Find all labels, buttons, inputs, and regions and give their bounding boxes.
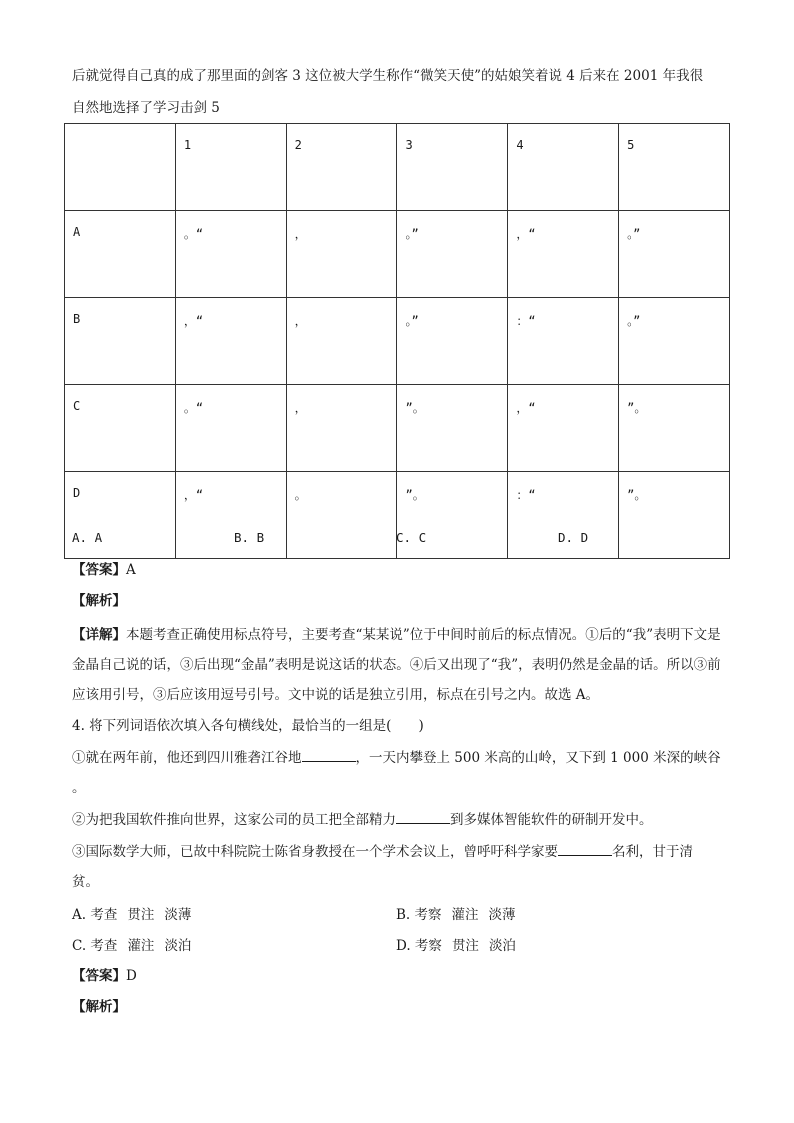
table-cell: ”。 — [619, 472, 730, 559]
q3-analysis-label: 【解析】 — [72, 593, 126, 609]
table-row — [65, 298, 730, 385]
q3-option-c: C. C — [396, 530, 427, 545]
option-word: 灌注 — [451, 907, 479, 923]
sentence-text: 名利，甘于清 — [612, 844, 693, 860]
fill-blank — [558, 841, 612, 856]
sentence-text: ，一天内攀登上 500 米高的山岭，又下到 1 000 米深的峡谷 — [355, 750, 721, 766]
table-cell: 。” — [619, 211, 730, 298]
q4-stem: 4. 将下列词语依次填入各句横线处，最恰当的一组是( ) — [72, 718, 424, 734]
q3-answer — [72, 560, 136, 580]
table-cell: 5 — [619, 124, 730, 211]
sentence-text: ③国际数学大师，已故中科院院士陈省身教授在一个学术会议上，曾呼吁科学家要 — [72, 844, 558, 860]
q4-analysis-label: 【解析】 — [72, 999, 126, 1015]
option-word: A. 考查 — [72, 907, 118, 923]
option-word: B. 考察 — [396, 907, 442, 923]
q4-sentence-2 — [72, 809, 653, 830]
detail-text: 本题考查正确使用标点符号，主要考查“某某说”位于中间时前后的标点情况。①后的“我”表明下文是金晶自己说的话，③后出现“金晶”表明是说这话的状态。④后又出现了“我”，表明仍然是金晶的话。所以③前应该用引号，③后应该用逗号引号。文中说的话是独立引用，标点在引号之内。故选 A。 — [72, 627, 721, 703]
table-cell: 3 — [397, 124, 508, 211]
option-word: 灌注 — [127, 938, 155, 954]
q3-option-b: B. B — [234, 530, 265, 545]
sentence-text: 到多媒体智能软件的研制开发中。 — [450, 812, 653, 828]
intro-line-2: 自然地选择了学习击剑 5 — [72, 100, 220, 116]
q3-option-d: D. D — [558, 530, 589, 545]
option-word: C. 考查 — [72, 938, 118, 954]
table-row — [65, 211, 730, 298]
option-word: 淡泊 — [488, 938, 516, 954]
table-cell: ：“ — [508, 472, 619, 559]
option-word: 贯注 — [127, 907, 155, 923]
table-cell: ， — [286, 211, 397, 298]
table-cell: ，“ — [175, 298, 286, 385]
table-cell: B — [65, 298, 176, 385]
q3-option-a: A. A — [72, 530, 103, 545]
option-word: 淡泊 — [164, 938, 192, 954]
q4-sentence-3 — [72, 841, 693, 862]
answer-value: A — [126, 562, 136, 578]
table-cell: ，“ — [508, 211, 619, 298]
table-cell: 。“ — [175, 211, 286, 298]
option-word: 淡薄 — [488, 907, 516, 923]
table-cell: 。” — [619, 298, 730, 385]
detail-label: 【详解】 — [72, 627, 126, 643]
table-cell: 1 — [175, 124, 286, 211]
option-word: 淡薄 — [164, 907, 192, 923]
table-cell: C — [65, 385, 176, 472]
option-word: 贯注 — [451, 938, 479, 954]
table-header-row — [65, 124, 730, 211]
table-cell: D — [65, 472, 176, 559]
table-cell: ”。 — [397, 385, 508, 472]
q3-detail — [72, 620, 724, 710]
answer-label: 【答案】 — [72, 562, 126, 578]
fill-blank — [396, 809, 450, 824]
table-row — [65, 385, 730, 472]
table-cell — [65, 124, 176, 211]
table-cell: A — [65, 211, 176, 298]
q4-answer — [72, 966, 137, 986]
table-cell: ， — [286, 298, 397, 385]
table-cell: ， — [286, 385, 397, 472]
table-cell: 。 — [286, 472, 397, 559]
q4-sentence-1 — [72, 747, 721, 768]
table-cell: ”。 — [619, 385, 730, 472]
table-row — [65, 472, 730, 559]
table-cell: ，“ — [175, 472, 286, 559]
q4-option-b — [396, 903, 516, 923]
q4-sentence-3-end: 贫。 — [72, 874, 99, 890]
table-cell: ，“ — [508, 385, 619, 472]
q4-option-a — [72, 903, 191, 923]
answer-value: D — [126, 968, 137, 984]
q4-option-d — [396, 934, 516, 954]
option-word: D. 考察 — [396, 938, 442, 954]
table-cell: 。“ — [175, 385, 286, 472]
table-cell: 。” — [397, 298, 508, 385]
table-cell: 4 — [508, 124, 619, 211]
table-cell: 2 — [286, 124, 397, 211]
punctuation-table — [64, 123, 730, 559]
table-cell: ：“ — [508, 298, 619, 385]
sentence-text: ①就在两年前，他还到四川雅砻江谷地 — [72, 750, 302, 766]
table-cell: 。” — [397, 211, 508, 298]
fill-blank — [302, 747, 356, 762]
answer-label: 【答案】 — [72, 968, 126, 984]
intro-line-1: 后就觉得自己真的成了那里面的剑客 3 这位被大学生称作“微笑天使”的姑娘笑着说 4 后来在 2001 年我很 — [72, 68, 704, 84]
q4-option-c — [72, 934, 191, 954]
table-cell: ”。 — [397, 472, 508, 559]
sentence-text: ②为把我国软件推向世界，这家公司的员工把全部精力 — [72, 812, 396, 828]
q4-sentence-1-end: 。 — [72, 780, 86, 796]
